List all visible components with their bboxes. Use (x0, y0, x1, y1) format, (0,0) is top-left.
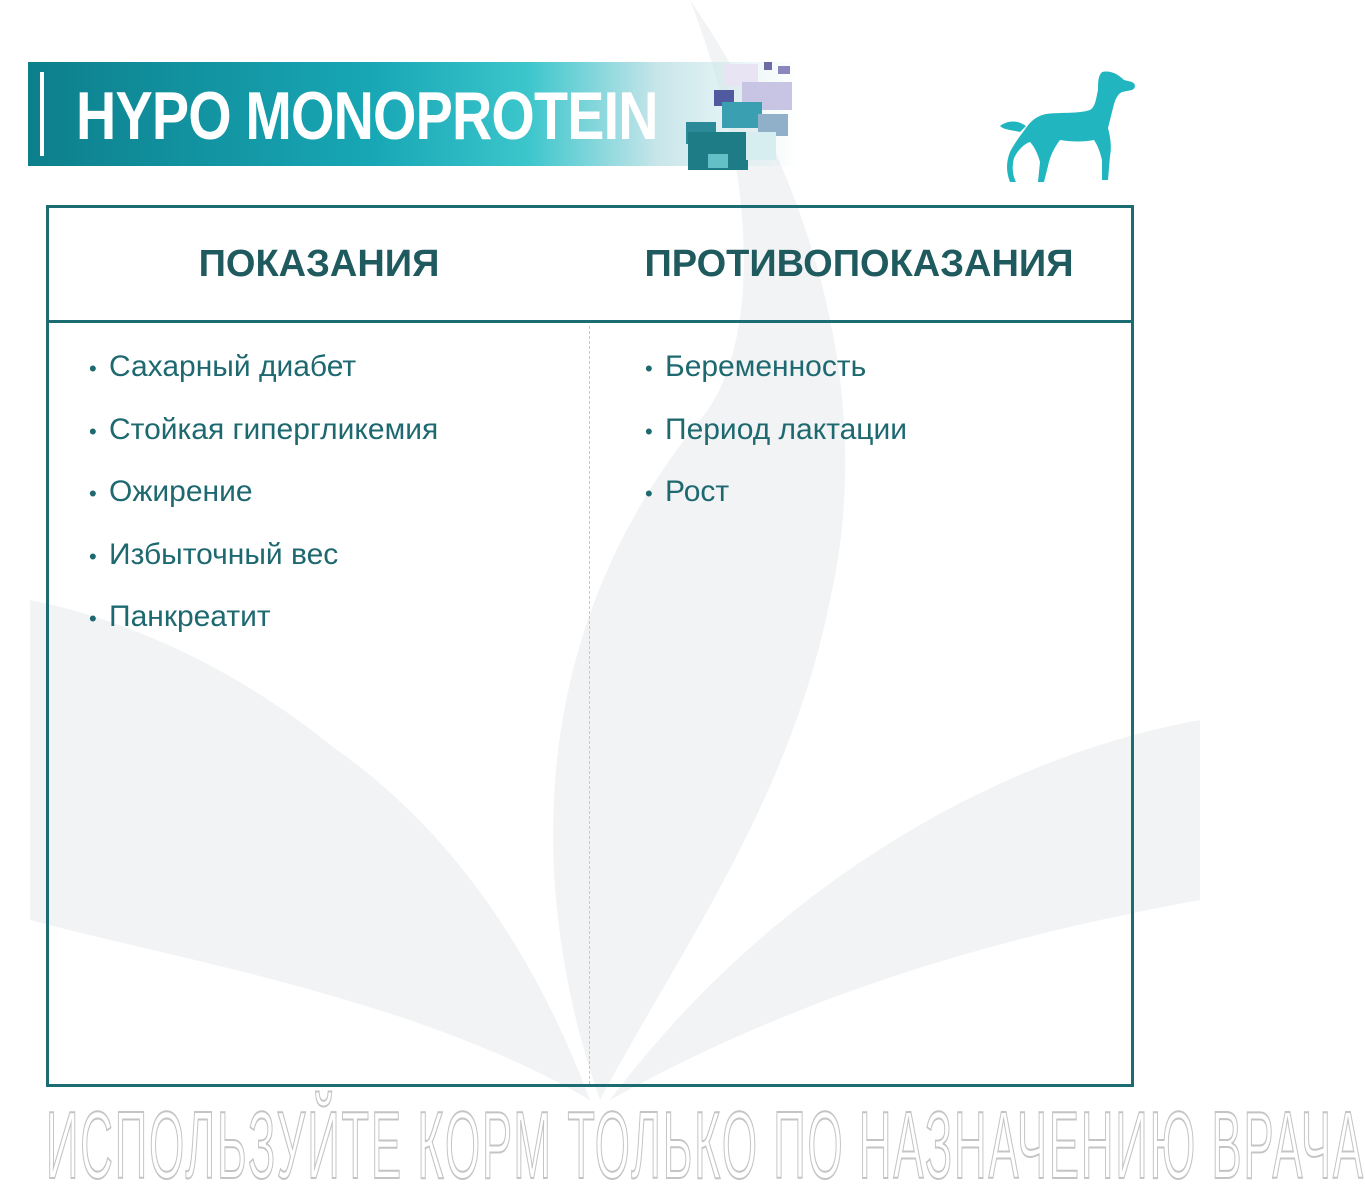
contraindications-header: ПРОТИВОПОКАЗАНИЯ (644, 243, 1074, 285)
bullet-icon: • (645, 356, 653, 381)
bullet-icon: • (645, 418, 653, 444)
dog-silhouette-icon (998, 70, 1138, 184)
decorative-cubes-icon (686, 62, 800, 172)
contraindication-text: Рост (665, 475, 730, 508)
list-item (89, 461, 569, 524)
indication-text: Избыточный вес (109, 537, 339, 571)
list-item (89, 336, 569, 399)
indications-table (46, 205, 1134, 1087)
contraindication-text: Беременность (665, 350, 867, 383)
list-item (645, 461, 1105, 524)
bullet-icon: • (89, 606, 97, 631)
table-header-row (49, 208, 1131, 323)
bullet-icon: • (89, 481, 97, 506)
list-item (89, 524, 569, 587)
bullet-icon: • (89, 356, 97, 381)
indications-header: ПОКАЗАНИЯ (198, 243, 440, 285)
contraindication-text: Период лактации (665, 412, 907, 446)
bullet-icon: • (645, 481, 653, 506)
column-divider (589, 326, 590, 1084)
indications-list (89, 336, 569, 649)
contraindications-list (645, 336, 1105, 524)
indication-text: Ожирение (109, 475, 253, 508)
list-item (645, 336, 1105, 399)
indication-text: Стойкая гипергликемия (109, 412, 439, 446)
list-item (89, 586, 569, 649)
bullet-icon: • (89, 418, 97, 444)
product-title: HYPO MONOPROTEIN (76, 78, 658, 154)
footer-notice (46, 1092, 1365, 1199)
title-banner (28, 62, 798, 166)
bullet-icon: • (89, 543, 97, 569)
list-item (645, 399, 1105, 462)
indication-text: Панкреатит (109, 600, 271, 633)
indication-text: Сахарный диабет (109, 350, 357, 383)
list-item (89, 399, 569, 462)
vet-only-notice: ИСПОЛЬЗУЙТЕ КОРМ ТОЛЬКО ПО НАЗНАЧЕНИЮ ВРАЧА (46, 1092, 1365, 1199)
